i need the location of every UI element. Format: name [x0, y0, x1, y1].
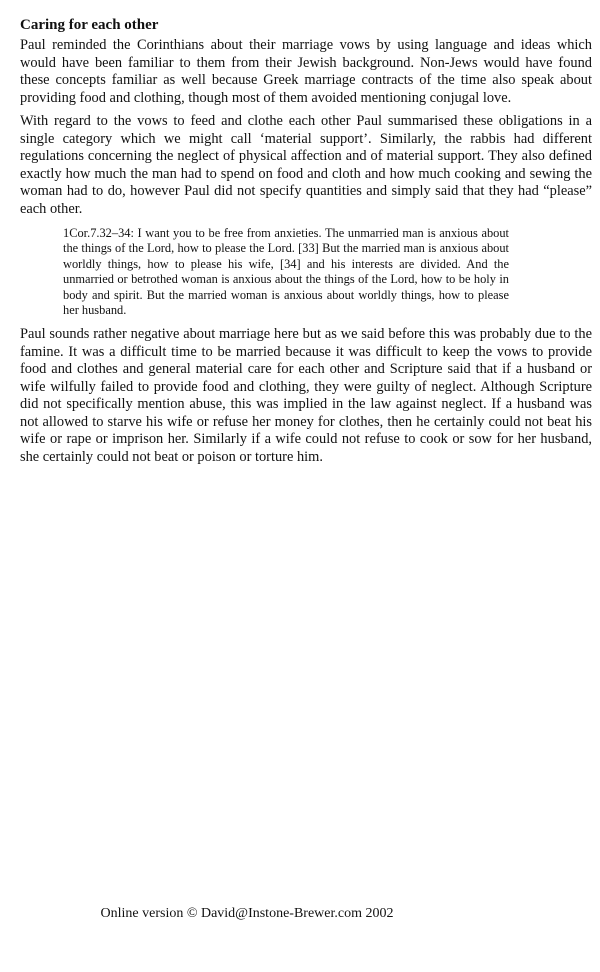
paragraph-famine: Paul sounds rather negative about marriage here but as we said before this was probably due to the famine. It was a difficult time to be married because it was difficult to keep the vows to provide food and clothes and general material care for each other and Scripture said that if a husband or wife wilfully failed to provide food and clothing, they were guilty of neglect. Although Scripture did not specifically mention abuse, this was implied in the law against neglect. If a husband was not allowed to starve his wife or refuse her money for clothes, then he certainly could not beat his wife or rape or imprison her. Similarly if a wife could not refuse to cook or sow for her husband, she certainly could not beat or poison or torture him.	[20, 326, 592, 465]
paragraph-material-support: With regard to the vows to feed and clothe each other Paul summarised these obligations in a single category which we might call ‘material support’. Similarly, the rabbis had different regulations concerning the neglect of physical affection and of material support. They also defined exactly how much the man had to spend on food and cloth and how much cooking and sewing the woman had to do, however Paul did not specify quantities and simply said that they had “please” each other.	[20, 113, 592, 217]
paragraph-marriage-vows: Paul reminded the Corinthians about their marriage vows by using language and ideas which would have been familiar to them from their Jewish background. Non-Jews would have found these concepts familiar as well because Greek marriage contracts of the time also speak about providing food and clothing, though most of them avoided mentioning conjugal love.	[20, 37, 592, 106]
scripture-quote: 1Cor.7.32–34: I want you to be free from anxieties. The unmarried man is anxious about the things of the Lord, how to please the Lord. [33] But the married man is anxious about worldly things, how to please his wife, [34] and his interests are divided. And the unmarried or betrothed woman is anxious about the things of the Lord, how to be holy in body and spirit. But the married woman is anxious about worldly things, how to please her husband.	[63, 226, 509, 318]
document-page	[20, 16, 592, 472]
section-title: Caring for each other	[20, 17, 159, 33]
page-footer: Online version © David@Instone-Brewer.com 2002	[100, 906, 394, 921]
